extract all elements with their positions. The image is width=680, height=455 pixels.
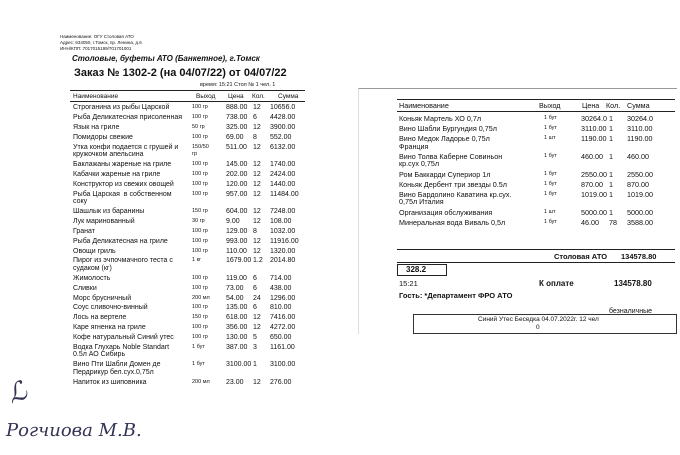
- cell-sum: 7248.00: [270, 207, 296, 215]
- divider: [70, 101, 305, 102]
- cell-sum: 714.00: [270, 274, 292, 282]
- col-sum: Сумма: [278, 93, 299, 100]
- cell-sum: 1019.00: [627, 189, 653, 199]
- cell-yield: 1 бут: [544, 152, 557, 159]
- order-box: 328.2: [397, 264, 447, 276]
- cell-sum: 6132.00: [270, 143, 296, 151]
- cell-name: Напиток из шиповника: [73, 378, 147, 386]
- col-sum: Сумма: [627, 101, 650, 110]
- cell-price: 511.00: [226, 143, 247, 151]
- cell-qty: 5: [253, 334, 257, 342]
- cell-name: Рыба Деликатесная на гриле: [73, 237, 168, 245]
- cell-qty: 1: [609, 124, 613, 134]
- cell-price: 738.00: [226, 113, 248, 121]
- cell-qty: 12: [253, 180, 261, 188]
- cell-sum: 7416.00: [270, 314, 296, 322]
- cell-price: 618.00: [226, 314, 248, 322]
- cell-name: Организация обслуживания: [399, 207, 493, 217]
- cell-yield: 100 гр: [192, 180, 208, 187]
- cell-price: 9.00: [226, 217, 240, 225]
- cell-yield: 150/50 гр: [192, 143, 209, 157]
- cell-price: 3100.00: [226, 361, 252, 369]
- cell-qty: 1: [609, 134, 613, 144]
- cell-yield: 100 гр: [192, 190, 208, 197]
- cell-price: 129.00: [226, 227, 248, 235]
- cell-price: 387.00: [226, 344, 248, 351]
- cell-qty: 12: [253, 314, 261, 322]
- cell-yield: 100 гр: [192, 104, 208, 110]
- cell-name: Гранат: [73, 227, 95, 235]
- cell-name: Минеральная вода Виваль 0,5л: [399, 217, 506, 227]
- cell-sum: 3110.00: [627, 124, 653, 134]
- cell-price: 110.00: [226, 247, 247, 255]
- cell-sum: 810.00: [270, 304, 292, 312]
- cell-sum: 108.00: [270, 217, 292, 225]
- total-value: 134578.80: [621, 252, 657, 261]
- cell-sum: 3588.00: [627, 217, 653, 227]
- cell-name: Каре ягненка на гриле: [73, 324, 146, 332]
- guest-line: Гость: *Департамент ФРО АТО: [399, 291, 513, 300]
- cell-price: 73.00: [226, 284, 244, 292]
- cell-name: Морс брусничный: [73, 294, 132, 302]
- cell-sum: 1190.00: [627, 134, 653, 144]
- cell-name: Язык на гриле: [73, 123, 120, 131]
- cell-price: 202.00: [226, 170, 248, 178]
- cell-name: Лук маринованный: [73, 217, 135, 225]
- cell-yield: 1 бут: [544, 218, 557, 225]
- cell-yield: 1 шт: [544, 208, 556, 215]
- cell-sum: 4428.00: [270, 113, 296, 121]
- cell-price: 30264.0: [581, 114, 607, 123]
- cell-price: 23.00: [226, 378, 244, 386]
- signature-mark: ℒ: [3, 375, 32, 411]
- cell-yield: 100 гр: [192, 304, 208, 311]
- cell-qty: 78: [609, 217, 617, 227]
- cell-name: Кофе натуральный Синий утес: [73, 334, 174, 342]
- cell-price: 1679.00: [226, 257, 252, 265]
- cell-name: Коньяк Мартель ХО 0,7л: [399, 114, 482, 123]
- cell-qty: 12: [253, 324, 261, 332]
- cell-yield: 1 бут: [544, 170, 557, 177]
- col-name: Наименование: [399, 101, 449, 110]
- cell-yield: 1 бут: [544, 190, 557, 197]
- cell-yield: 150 гр: [192, 314, 208, 321]
- cell-yield: 1 кг: [192, 257, 201, 264]
- cell-sum: 1296.00: [270, 294, 296, 302]
- cell-sum: 650.00: [270, 334, 292, 342]
- cell-qty: 12: [253, 190, 261, 198]
- cell-price: 2550.00: [581, 169, 607, 179]
- cell-qty: 8: [253, 133, 257, 141]
- cell-sum: 2550.00: [627, 169, 653, 179]
- cell-name: Помидоры свежие: [73, 133, 133, 141]
- cell-yield: 100 гр: [192, 227, 208, 234]
- cell-price: 69.00: [226, 133, 244, 141]
- divider: [397, 249, 675, 250]
- cell-yield: 1 бут: [544, 115, 557, 121]
- cell-price: 325.00: [226, 123, 248, 131]
- cell-qty: 1: [609, 189, 613, 199]
- cell-name: Баклажаны жареные на гриле: [73, 160, 172, 168]
- cell-qty: 6: [253, 304, 257, 312]
- cell-price: 870.00: [581, 179, 603, 189]
- divider: [70, 90, 305, 91]
- cell-name: Пирог из эчпочмачного теста с судаком (кг): [73, 257, 173, 272]
- cell-name: Рыба Царская в собственном соку: [73, 190, 172, 205]
- cell-sum: 1740.00: [270, 160, 296, 168]
- cell-name: Ром Баккарди Супериор 1л: [399, 169, 491, 179]
- right-receipt: [358, 88, 677, 334]
- cell-price: 46.00: [581, 217, 599, 227]
- cell-qty: 3: [253, 344, 257, 351]
- footer-box: [413, 314, 677, 334]
- cell-yield: 1 бут: [544, 125, 557, 132]
- col-qty: Кол.: [606, 101, 621, 110]
- header-line: Адрес: 634050, г.Томск, пр. Ленина, д.6: [60, 40, 142, 45]
- order-title: Заказ № 1302-2 (на 04/07/22) от 04/07/22: [74, 67, 287, 79]
- cell-qty: 1: [609, 179, 613, 189]
- cell-qty: 1: [609, 151, 613, 161]
- cell-name: Соус сливочно-винный: [73, 304, 148, 312]
- cell-name: Вино Медок Ладорье 0,75л Франция: [399, 134, 490, 151]
- venue-name: Столовые, буфеты АТО (Банкетное), г.Томск: [72, 54, 260, 63]
- cell-name: Утка конфи подается с грушей и кружочком апельсина: [73, 143, 179, 158]
- total-label: Столовая АТО: [554, 252, 608, 261]
- cell-yield: 100 гр: [192, 274, 208, 281]
- cell-sum: 870.00: [627, 179, 649, 189]
- cell-price: 356.00: [226, 324, 248, 332]
- cell-sum: 10656.0: [270, 104, 296, 111]
- to-pay-value: 134578.80: [614, 279, 652, 288]
- cell-qty: 12: [253, 247, 261, 255]
- cell-sum: 3100.00: [270, 361, 296, 369]
- footer-line: 0: [536, 324, 540, 331]
- cell-name: Вино Бардолино Каватина кр.сух. 0,75л Италия: [399, 189, 512, 207]
- cell-name: Вино Пти Шабли Домен де Пердрикур бел.сух.0,75л: [73, 361, 161, 376]
- cell-yield: 100 гр: [192, 170, 208, 177]
- cell-yield: 100 гр: [192, 324, 208, 331]
- cell-yield: 100 гр: [192, 113, 208, 120]
- cell-sum: 1320.00: [270, 247, 296, 255]
- cell-name: Рыба Деликатесная присоленная: [73, 113, 183, 121]
- cell-price: 957.00: [226, 190, 248, 198]
- col-name: Наименование: [73, 93, 119, 100]
- cell-qty: 12: [253, 123, 261, 131]
- cell-yield: 1 бут: [192, 361, 205, 368]
- cell-qty: 12: [253, 160, 261, 168]
- cell-yield: 1 бут: [192, 344, 205, 350]
- cell-price: 54.00: [226, 294, 244, 302]
- cell-sum: 276.00: [270, 378, 292, 386]
- signature-text: Рогчиова М.В.: [6, 420, 142, 441]
- cell-yield: 100 гр: [192, 334, 208, 341]
- cell-yield: 100 гр: [192, 237, 208, 244]
- cell-yield: 200 мл: [192, 378, 210, 385]
- cell-qty: 6: [253, 284, 257, 292]
- cell-qty: 12: [253, 207, 261, 215]
- cell-qty: 12: [253, 217, 261, 225]
- cell-price: 3110.00: [581, 124, 607, 134]
- cell-price: 135.00: [226, 304, 248, 312]
- cell-qty: 24: [253, 294, 261, 302]
- cell-sum: 552.00: [270, 133, 292, 141]
- cell-price: 5000.00: [581, 207, 607, 217]
- cell-price: 460.00: [581, 151, 603, 161]
- cell-qty: 6: [253, 274, 257, 282]
- cell-name: Лось на вертеле: [73, 314, 127, 322]
- cell-name: Жимолость: [73, 274, 111, 282]
- cell-price: 145.00: [226, 160, 248, 168]
- to-pay-label: К оплате: [539, 279, 574, 288]
- footer-line: Синий Утес Беседка 04.07.2022г. 12 чел: [478, 316, 599, 323]
- cell-sum: 1161.00: [270, 344, 295, 351]
- cell-qty: 12: [253, 237, 261, 245]
- cell-yield: 200 мл: [192, 294, 210, 301]
- cell-qty: 1: [609, 207, 613, 217]
- cell-sum: 11916.00: [270, 237, 299, 245]
- cell-name: Строганина из рыбы Царской: [73, 104, 170, 111]
- cell-yield: 100 гр: [192, 133, 208, 140]
- cell-name: Вино Толва Каберне Совиньон кр.сух 0,75л: [399, 151, 503, 169]
- cell-qty: 12: [253, 378, 261, 386]
- cell-sum: 1440.00: [270, 180, 296, 188]
- cell-price: 888.00: [226, 104, 248, 111]
- cell-price: 120.00: [226, 180, 248, 188]
- print-time: 15:21: [399, 279, 418, 288]
- cell-price: 1019.00: [581, 189, 607, 199]
- divider: [397, 111, 675, 112]
- cell-name: Овощи гриль: [73, 247, 116, 255]
- cell-name: Конструктор из свежих овощей: [73, 180, 174, 188]
- cell-yield: 1 шт: [544, 135, 556, 142]
- cell-name: Кабачки жареные на гриле: [73, 170, 161, 178]
- cell-yield: 50 гр: [192, 123, 205, 130]
- cell-qty: 1: [609, 114, 613, 123]
- cell-name: Вино Шабли Бургундия 0,75л: [399, 124, 497, 134]
- cell-price: 604.00: [226, 207, 248, 215]
- cell-yield: 100 гр: [192, 284, 208, 291]
- header-line: ИНН/КПП: 7017015199/701701001: [60, 46, 132, 51]
- col-yield: Выход: [539, 101, 561, 110]
- cell-price: 130.00: [226, 334, 248, 342]
- payment-type: безналичные: [609, 308, 653, 315]
- cell-sum: 3900.00: [270, 123, 296, 131]
- cell-qty: 12: [253, 170, 261, 178]
- cell-qty: 12: [253, 143, 261, 151]
- cell-sum: 5000.00: [627, 207, 653, 217]
- cell-name: Сливки: [73, 284, 97, 292]
- cell-name: Коньяк Дербент три звезды 0.5л: [399, 179, 507, 189]
- cell-sum: 2424.00: [270, 170, 296, 178]
- cell-yield: 30 гр: [192, 217, 205, 224]
- cell-price: 119.00: [226, 274, 247, 282]
- cell-sum: 11484.00: [270, 190, 299, 198]
- order-time: время: 15:21 Стол № 1 чел. 1: [200, 82, 276, 88]
- cell-sum: 4272.00: [270, 324, 296, 332]
- cell-sum: 460.00: [627, 151, 649, 161]
- cell-sum: 1032.00: [270, 227, 296, 235]
- cell-yield: 1 бут: [544, 180, 557, 187]
- cell-sum: 30264.0: [627, 114, 653, 123]
- col-price: Цена: [228, 93, 244, 100]
- col-qty: Кол.: [252, 93, 265, 100]
- cell-qty: 1: [253, 361, 257, 369]
- cell-yield: 100 гр: [192, 160, 208, 167]
- cell-price: 1190.00: [581, 134, 607, 144]
- cell-sum: 438.00: [270, 284, 292, 292]
- cell-qty: 1.2: [253, 257, 263, 265]
- cell-yield: 150 гр: [192, 207, 208, 214]
- col-yield: Выход: [196, 93, 216, 100]
- header-line: Наименование: ОГУ Столовая АТО: [60, 34, 134, 39]
- cell-qty: 1: [609, 169, 613, 179]
- cell-price: 993.00: [226, 237, 248, 245]
- cell-qty: 12: [253, 104, 261, 111]
- cell-name: Шашлык из баранины: [73, 207, 145, 215]
- col-price: Цена: [582, 101, 600, 110]
- cell-name: Водка Глухарь Noble Standart 0.5л АО Сибирь: [73, 344, 170, 359]
- cell-yield: 100 гр: [192, 247, 208, 254]
- cell-qty: 8: [253, 227, 257, 235]
- divider: [397, 262, 675, 263]
- cell-qty: 6: [253, 113, 257, 121]
- divider: [397, 99, 675, 100]
- cell-sum: 2014.80: [270, 257, 296, 265]
